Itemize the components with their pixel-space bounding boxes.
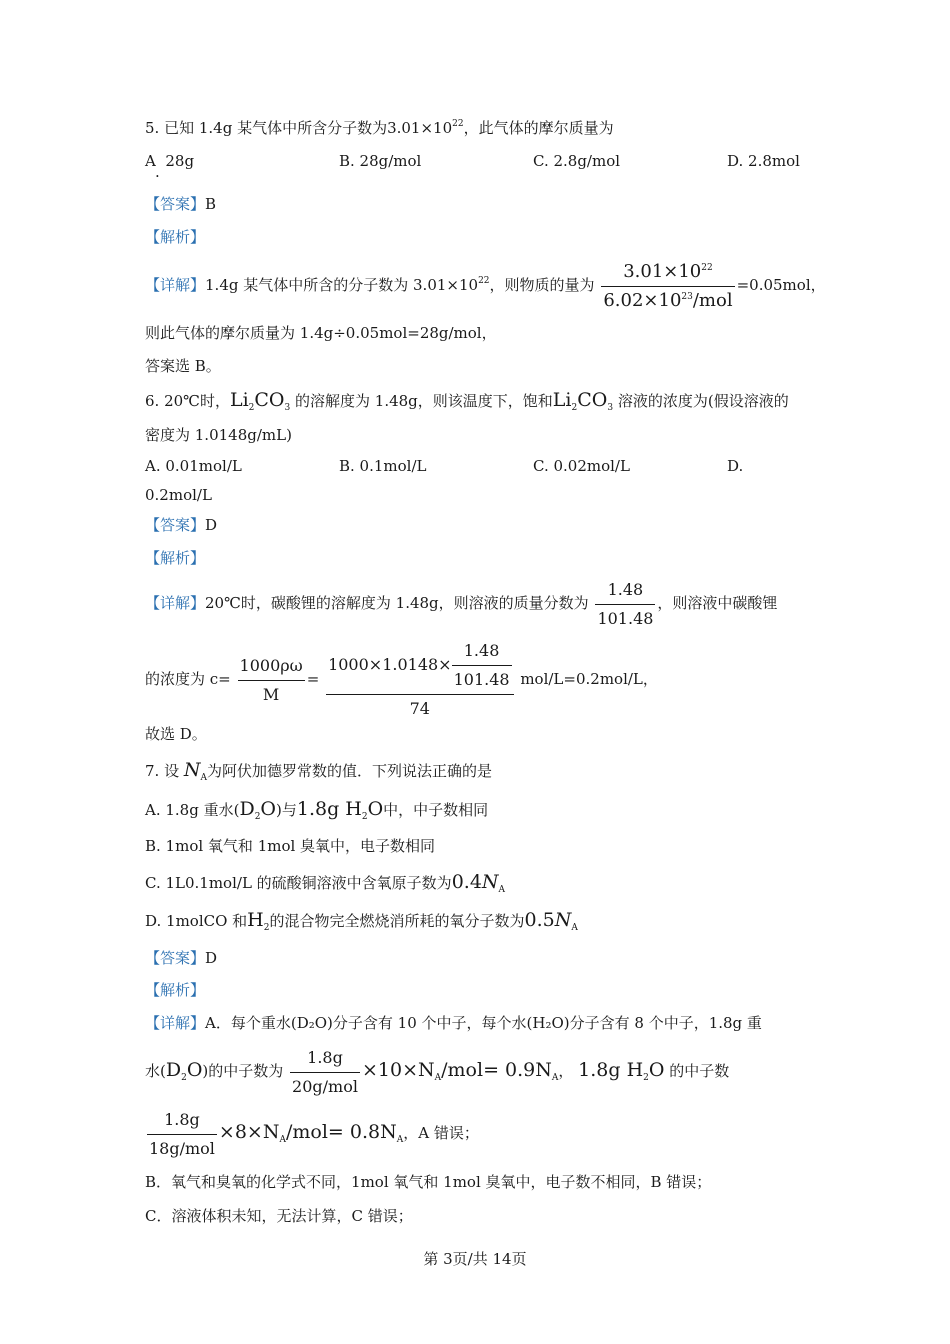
q7-detail-line3: $\frac{1.8g}{\text{18g/mol}}$ $\times 8\times N_A/mol= 0.8N_A$，A 错误； (149, 1109, 479, 1158)
q5-stem: 5. 已知 1.4g 某气体中所含分子数为$3.01\times 10^{22}$，此气体的摩尔质量为 (145, 119, 614, 137)
q7-answer: 【答案】D (145, 949, 218, 967)
q7-stem: 7. 设 $N_A$为阿伏加德罗常数的值．下列说法正确的是 (145, 759, 493, 783)
q7-option-c: C. 1L0.1mol/L 的硫酸铜溶液中含氧原子数为$0.4N_A$ (145, 871, 506, 895)
q5-conclusion: 答案选 B。 (145, 357, 221, 375)
q6-detail: 【详解】20℃时，碳酸锂的溶解度为 1.48g，则溶液的质量分数为 $\frac{1.48}{101.48}$ ，则溶液中碳酸锂 (145, 579, 778, 628)
q6-option-d: D. (727, 457, 744, 475)
q6-option-c: C. 0.02mol/L (533, 457, 630, 475)
q6-option-a: A. 0.01mol/L (145, 457, 242, 475)
q6-analysis-label: 【解析】 (145, 549, 206, 567)
q7-analysis-label: 【解析】 (145, 981, 206, 999)
q7-d2o-fraction: $\frac{1.8g}{\text{20g/mol}}$ (292, 1047, 358, 1096)
q5-detail: 【详解】1.4g 某气体中所含的分子数为 $3.01\times 10^{22}$，则物质的量为 $\frac{3.01\times 10^{22}}{6.02\times 10^{23}/mol}$ =0.05mol， (145, 260, 826, 311)
q5-analysis-label: 【解析】 (145, 228, 206, 246)
q6-formula-fraction: $\frac{1000\rho\omega}{M}$ (239, 655, 303, 704)
q7-detail-line2: 水$(D_2O)$的中子数为 $\frac{1.8g}{\text{20g/mol}}$ $\times 10\times N_A/mol= 0.9N_A$， 1.8g $H_2O$ 的中子数 (145, 1047, 730, 1096)
q7-detail-line1: 【详解】A．每个重水(D₂O)分子含有 10 个中子，每个水(H₂O)分子含有 8 个中子，1.8g 重 (145, 1014, 762, 1032)
q7-h2o-fraction: $\frac{1.8g}{\text{18g/mol}}$ (149, 1109, 215, 1158)
q6-option-d-value: 0.2mol/L (145, 486, 212, 504)
q7-detail-b: B．氧气和臭氧的化学式不同，1mol 氧气和 1mol 臭氧中，电子数不相同，B 错误； (145, 1173, 712, 1191)
q7-option-b: B. 1mol 氧气和 1mol 臭氧中，电子数相同 (145, 837, 436, 855)
q6-stem-line2: 密度为 1.0148g/mL) (145, 426, 292, 444)
q5-option-a-dot: . (155, 163, 160, 181)
q5-option-b: B. 28g/mol (339, 152, 422, 170)
q6-option-b: B. 0.1mol/L (339, 457, 427, 475)
page-footer: 第 3页/共 14页 (423, 1250, 527, 1268)
q6-conclusion: 故选 D。 (145, 725, 207, 743)
q5-option-c: C. 2.8g/mol (533, 152, 621, 170)
q7-option-a: A. 1.8g 重水$(D_2O)$与1.8g $H_2O$中，中子数相同 (145, 798, 489, 822)
q5-mole-fraction: $\frac{3.01\times 10^{22}}{6.02\times 10^{23}/mol}$ (603, 260, 733, 311)
q5-detail-line2: 则此气体的摩尔质量为 1.4g÷0.05mol=28g/mol， (145, 324, 497, 342)
q5-option-d: D. 2.8mol (727, 152, 800, 170)
q6-mass-fraction: $\frac{1.48}{101.48}$ (597, 579, 654, 628)
q6-calculation-fraction: 1000×1.0148× $\frac{1.48}{101.48}$ 74 (326, 640, 514, 720)
q6-stem: 6. 20℃时，$Li_2CO_3$ 的溶解度为 1.48g，则该温度下，饱和$Li_2CO_3$ 溶液的浓度为(假设溶液的 (145, 389, 789, 413)
q7-detail-c: C．溶液体积未知，无法计算，C 错误； (145, 1207, 413, 1225)
q6-concentration: 的浓度为 c= $\frac{1000\rho\omega}{M}$ = 1000×1.0148× $\frac{1.48}{101.48}$ 74 mol/L=0.2mol/L， (145, 641, 658, 718)
q6-answer: 【答案】D (145, 516, 218, 534)
q7-option-d: D. 1molCO 和$H_2$的混合物完全燃烧消所耗的氧分子数为$0.5N_A$ (145, 909, 578, 933)
q5-option-a: A 28g (145, 152, 195, 170)
q5-answer: 【答案】B (145, 195, 217, 213)
